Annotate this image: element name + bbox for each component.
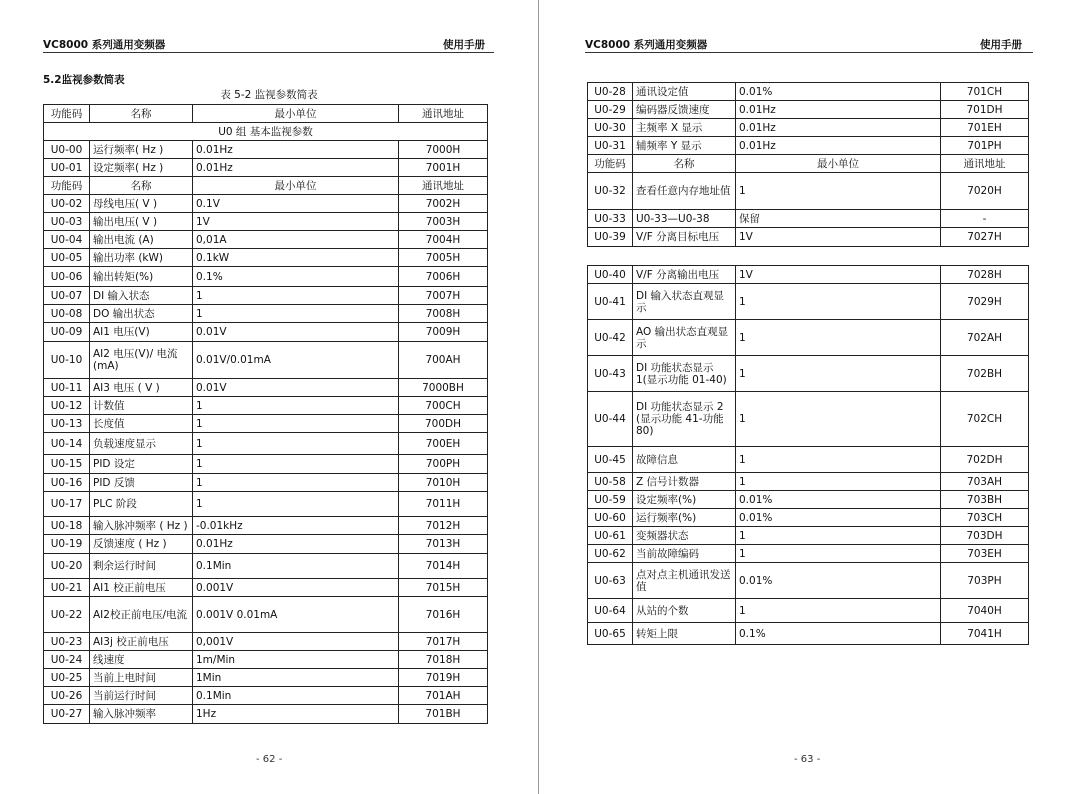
cell-addr: 703PH xyxy=(941,563,1029,599)
cell-name: 母线电压( V ) xyxy=(90,195,193,213)
cell-addr: 703BH xyxy=(941,491,1029,509)
cell-unit: 0.1Min xyxy=(193,687,399,705)
cell-addr: 7012H xyxy=(399,517,488,535)
cell-addr: 703AH xyxy=(941,473,1029,491)
cell-addr: 703CH xyxy=(941,509,1029,527)
cell-unit: 1 xyxy=(736,356,941,392)
cell-addr: 7002H xyxy=(399,195,488,213)
cell-addr: 7000BH xyxy=(399,379,488,397)
cell-code: U0-13 xyxy=(44,415,90,433)
cell-code: U0-02 xyxy=(44,195,90,213)
cell-code: U0-09 xyxy=(44,323,90,342)
header-right: 使用手册 xyxy=(980,39,1022,51)
table-row xyxy=(44,455,488,474)
header-addr: 通讯地址 xyxy=(941,155,1029,173)
cell-code: U0-42 xyxy=(588,320,633,356)
table-row xyxy=(44,342,488,379)
cell-name: DI 功能状态显示 1(显示功能 01-40) xyxy=(633,356,736,392)
cell-addr: 700DH xyxy=(399,415,488,433)
cell-addr: 7015H xyxy=(399,579,488,597)
cell-name: 反馈速度 ( Hz ) xyxy=(90,535,193,554)
cell-code: U0-00 xyxy=(44,141,90,159)
page-number: - 63 - xyxy=(794,754,821,765)
table-row xyxy=(44,517,488,535)
cell-code: U0-45 xyxy=(588,447,633,473)
cell-addr: 7040H xyxy=(941,599,1029,623)
cell-addr: 701EH xyxy=(941,119,1029,137)
cell-addr: 7005H xyxy=(399,249,488,267)
cell-code: U0-12 xyxy=(44,397,90,415)
cell-unit: 0.1% xyxy=(193,267,399,287)
cell-addr: 703EH xyxy=(941,545,1029,563)
cell-name: 负载速度显示 xyxy=(90,433,193,455)
cell-unit: 0,001V xyxy=(193,633,399,651)
table-row xyxy=(588,266,1029,284)
cell-code: U0-43 xyxy=(588,356,633,392)
cell-addr: 7020H xyxy=(941,173,1029,210)
cell-code: U0-18 xyxy=(44,517,90,535)
cell-unit: 1 xyxy=(193,397,399,415)
cell-name: 当前上电时间 xyxy=(90,669,193,687)
table-row xyxy=(588,101,1029,119)
cell-addr: 7013H xyxy=(399,535,488,554)
cell-addr: 701DH xyxy=(941,101,1029,119)
table-row xyxy=(44,213,488,231)
header-addr: 通讯地址 xyxy=(399,177,488,195)
cell-code: U0-01 xyxy=(44,159,90,177)
table-row xyxy=(44,305,488,323)
cell-code: U0-25 xyxy=(44,669,90,687)
cell-unit: 0.01Hz xyxy=(193,535,399,554)
table-row xyxy=(44,323,488,342)
cell-code: U0-58 xyxy=(588,473,633,491)
header-name: 名称 xyxy=(90,177,193,195)
cell-unit: 1 xyxy=(193,492,399,517)
cell-name: DI 输入状态直观显示 xyxy=(633,284,736,320)
table-row xyxy=(44,195,488,213)
table-row xyxy=(44,687,488,705)
cell-name: DI 输入状态 xyxy=(90,287,193,305)
cell-code: U0-20 xyxy=(44,554,90,579)
cell-code: U0-40 xyxy=(588,266,633,284)
cell-addr: 7000H xyxy=(399,141,488,159)
cell-addr: 7018H xyxy=(399,651,488,669)
header-rule xyxy=(585,52,1033,53)
cell-name: AI3 电压 ( V ) xyxy=(90,379,193,397)
cell-code: U0-26 xyxy=(44,687,90,705)
cell-code: U0-61 xyxy=(588,527,633,545)
cell-unit: 0.01% xyxy=(736,491,941,509)
cell-code: U0-10 xyxy=(44,342,90,379)
header-unit: 最小单位 xyxy=(193,177,399,195)
table-caption: 表 5-2 监视参数简表 xyxy=(220,89,318,101)
cell-name: 通讯设定值 xyxy=(633,83,736,101)
cell-addr: 700CH xyxy=(399,397,488,415)
header-right: 使用手册 xyxy=(443,39,485,51)
table-row xyxy=(44,141,488,159)
cell-addr: 7006H xyxy=(399,267,488,287)
cell-code: U0-23 xyxy=(44,633,90,651)
cell-code: U0-62 xyxy=(588,545,633,563)
cell-name: 线速度 xyxy=(90,651,193,669)
page-62 xyxy=(0,0,538,794)
table-header-row xyxy=(44,105,488,123)
cell-unit: 1 xyxy=(193,287,399,305)
page-63 xyxy=(540,0,1077,794)
cell-name: 转矩上限 xyxy=(633,623,736,645)
cell-unit: 1Hz xyxy=(193,705,399,724)
monitor-param-table-cont-2 xyxy=(587,265,1029,645)
cell-name: 从站的个数 xyxy=(633,599,736,623)
cell-name: 长度值 xyxy=(90,415,193,433)
cell-addr: 7003H xyxy=(399,213,488,231)
cell-code: U0-65 xyxy=(588,623,633,645)
cell-code: U0-16 xyxy=(44,474,90,492)
header-code: 功能码 xyxy=(588,155,633,173)
cell-unit: 保留 xyxy=(736,210,941,228)
table-row xyxy=(44,474,488,492)
cell-code: U0-32 xyxy=(588,173,633,210)
cell-code: U0-08 xyxy=(44,305,90,323)
cell-addr: 700PH xyxy=(399,455,488,474)
cell-name: DO 输出状态 xyxy=(90,305,193,323)
cell-unit: -0.01kHz xyxy=(193,517,399,535)
cell-addr: 7016H xyxy=(399,597,488,633)
cell-name: 变频器状态 xyxy=(633,527,736,545)
page-number: - 62 - xyxy=(256,754,283,765)
cell-addr: 7004H xyxy=(399,231,488,249)
cell-code: U0-60 xyxy=(588,509,633,527)
cell-unit: 1 xyxy=(736,473,941,491)
table-row xyxy=(44,287,488,305)
table-row xyxy=(588,491,1029,509)
cell-name: AI3j 校正前电压 xyxy=(90,633,193,651)
table-row xyxy=(588,137,1029,155)
table-row xyxy=(44,415,488,433)
cell-name: 查看任意内存地址值 xyxy=(633,173,736,210)
cell-code: U0-14 xyxy=(44,433,90,455)
cell-addr: 7029H xyxy=(941,284,1029,320)
table-row xyxy=(588,447,1029,473)
cell-code: U0-30 xyxy=(588,119,633,137)
header-name: 名称 xyxy=(633,155,736,173)
table-row xyxy=(588,392,1029,447)
cell-unit: 0.01% xyxy=(736,509,941,527)
cell-code: U0-04 xyxy=(44,231,90,249)
monitor-param-table xyxy=(43,104,488,724)
cell-code: U0-22 xyxy=(44,597,90,633)
cell-addr: 700EH xyxy=(399,433,488,455)
cell-name: 编码器反馈速度 xyxy=(633,101,736,119)
cell-name: 输入脉冲频率 ( Hz ) xyxy=(90,517,193,535)
cell-name: 点对点主机通讯发送值 xyxy=(633,563,736,599)
cell-unit: 1 xyxy=(193,305,399,323)
cell-unit: 0.01Hz xyxy=(193,141,399,159)
cell-unit: 0.01Hz xyxy=(736,119,941,137)
cell-code: U0-17 xyxy=(44,492,90,517)
cell-name: 输出电压( V ) xyxy=(90,213,193,231)
table-row xyxy=(44,433,488,455)
cell-unit: 1 xyxy=(193,415,399,433)
cell-name: Z 信号计数器 xyxy=(633,473,736,491)
header-code: 功能码 xyxy=(44,105,90,123)
cell-addr: 701BH xyxy=(399,705,488,724)
cell-addr: 7028H xyxy=(941,266,1029,284)
cell-unit: 1 xyxy=(736,527,941,545)
cell-code: U0-21 xyxy=(44,579,90,597)
cell-name: V/F 分离输出电压 xyxy=(633,266,736,284)
cell-unit: 0.001V xyxy=(193,579,399,597)
header-rule xyxy=(43,52,494,53)
table-row xyxy=(588,320,1029,356)
cell-unit: 1 xyxy=(736,447,941,473)
table-row xyxy=(44,705,488,724)
cell-name: AI1 电压(V) xyxy=(90,323,193,342)
cell-code: U0-39 xyxy=(588,228,633,247)
cell-unit: 0.01Hz xyxy=(193,159,399,177)
cell-name: AI2校正前电压/电流 xyxy=(90,597,193,633)
cell-unit: 0.01V xyxy=(193,379,399,397)
table-row xyxy=(44,249,488,267)
cell-unit: 1 xyxy=(193,433,399,455)
table-row xyxy=(44,159,488,177)
table-row xyxy=(588,545,1029,563)
table-row xyxy=(588,563,1029,599)
table-row xyxy=(588,623,1029,645)
cell-addr: 7001H xyxy=(399,159,488,177)
cell-code: U0-27 xyxy=(44,705,90,724)
table-row xyxy=(44,597,488,633)
cell-name: 当前故障编码 xyxy=(633,545,736,563)
cell-addr: 7008H xyxy=(399,305,488,323)
cell-unit: 1 xyxy=(736,392,941,447)
cell-unit: 0.01V/0.01mA xyxy=(193,342,399,379)
cell-name: 设定频率(%) xyxy=(633,491,736,509)
cell-code: U0-29 xyxy=(588,101,633,119)
cell-unit: 0.001V 0.01mA xyxy=(193,597,399,633)
table-row xyxy=(588,228,1029,247)
table-row xyxy=(44,379,488,397)
cell-unit: 0,01A xyxy=(193,231,399,249)
cell-addr: 701AH xyxy=(399,687,488,705)
cell-name: 运行频率(%) xyxy=(633,509,736,527)
cell-unit: 0.01% xyxy=(736,563,941,599)
cell-code: U0-06 xyxy=(44,267,90,287)
cell-unit: 0.01Hz xyxy=(736,101,941,119)
table-header-row xyxy=(588,155,1029,173)
table-row xyxy=(44,231,488,249)
cell-name: 设定频率( Hz ) xyxy=(90,159,193,177)
table-row xyxy=(588,527,1029,545)
table-row xyxy=(588,356,1029,392)
cell-addr: 7014H xyxy=(399,554,488,579)
header-title: VC8000 系列通用变频器 xyxy=(43,39,166,51)
cell-addr: 702CH xyxy=(941,392,1029,447)
cell-addr: 702AH xyxy=(941,320,1029,356)
cell-unit: 0.1% xyxy=(736,623,941,645)
cell-unit: 1 xyxy=(736,599,941,623)
table-row xyxy=(44,579,488,597)
header-unit: 最小单位 xyxy=(193,105,399,123)
cell-code: U0-63 xyxy=(588,563,633,599)
cell-name: 运行频率( Hz ) xyxy=(90,141,193,159)
table-row xyxy=(588,119,1029,137)
cell-code: U0-64 xyxy=(588,599,633,623)
table-row xyxy=(44,492,488,517)
cell-unit: 1Min xyxy=(193,669,399,687)
cell-unit: 0.01% xyxy=(736,83,941,101)
section-title: 5.2监视参数简表 xyxy=(43,74,125,86)
monitor-param-table-cont-1 xyxy=(587,82,1029,247)
table-header-row xyxy=(44,177,488,195)
page-divider xyxy=(538,0,539,794)
cell-name: 辅频率 Y 显示 xyxy=(633,137,736,155)
cell-unit: 1V xyxy=(193,213,399,231)
group-row xyxy=(44,123,488,141)
cell-unit: 0.01Hz xyxy=(736,137,941,155)
cell-unit: 1 xyxy=(736,320,941,356)
cell-code: U0-05 xyxy=(44,249,90,267)
cell-addr: - xyxy=(941,210,1029,228)
cell-code: U0-31 xyxy=(588,137,633,155)
table-row xyxy=(44,651,488,669)
cell-unit: 1 xyxy=(193,455,399,474)
table-row xyxy=(44,633,488,651)
cell-addr: 702BH xyxy=(941,356,1029,392)
cell-addr: 7009H xyxy=(399,323,488,342)
cell-unit: 1 xyxy=(736,545,941,563)
cell-unit: 1m/Min xyxy=(193,651,399,669)
cell-addr: 702DH xyxy=(941,447,1029,473)
header-name: 名称 xyxy=(90,105,193,123)
cell-code: U0-15 xyxy=(44,455,90,474)
cell-name: PID 设定 xyxy=(90,455,193,474)
group-title: U0 组 基本监视参数 xyxy=(44,123,488,141)
cell-unit: 1V xyxy=(736,266,941,284)
cell-unit: 1 xyxy=(736,284,941,320)
cell-addr: 7027H xyxy=(941,228,1029,247)
cell-addr: 700AH xyxy=(399,342,488,379)
cell-unit: 0.1kW xyxy=(193,249,399,267)
table-row xyxy=(44,397,488,415)
cell-unit: 0.01V xyxy=(193,323,399,342)
cell-name: 输出电流 (A) xyxy=(90,231,193,249)
cell-unit: 1 xyxy=(736,173,941,210)
header-title: VC8000 系列通用变频器 xyxy=(585,39,708,51)
cell-name: PLC 阶段 xyxy=(90,492,193,517)
cell-unit: 1 xyxy=(193,474,399,492)
header-unit: 最小单位 xyxy=(736,155,941,173)
table-row xyxy=(588,284,1029,320)
table-row xyxy=(588,473,1029,491)
cell-name: AO 输出状态直观显示 xyxy=(633,320,736,356)
cell-code: U0-59 xyxy=(588,491,633,509)
header-addr: 通讯地址 xyxy=(399,105,488,123)
table-row xyxy=(588,509,1029,527)
table-row xyxy=(44,535,488,554)
cell-code: U0-19 xyxy=(44,535,90,554)
cell-name: 输入脉冲频率 xyxy=(90,705,193,724)
cell-name: 当前运行时间 xyxy=(90,687,193,705)
cell-addr: 7019H xyxy=(399,669,488,687)
cell-code: U0-24 xyxy=(44,651,90,669)
cell-code: U0-41 xyxy=(588,284,633,320)
table-row xyxy=(588,83,1029,101)
table-row xyxy=(44,267,488,287)
cell-name: 剩余运行时间 xyxy=(90,554,193,579)
cell-addr: 7011H xyxy=(399,492,488,517)
cell-code: U0-03 xyxy=(44,213,90,231)
table-row xyxy=(588,599,1029,623)
cell-addr: 7041H xyxy=(941,623,1029,645)
cell-addr: 7010H xyxy=(399,474,488,492)
cell-name: PID 反馈 xyxy=(90,474,193,492)
cell-name: V/F 分离目标电压 xyxy=(633,228,736,247)
cell-code: U0-07 xyxy=(44,287,90,305)
cell-addr: 701PH xyxy=(941,137,1029,155)
cell-name: 输出功率 (kW) xyxy=(90,249,193,267)
table-row xyxy=(588,173,1029,210)
table-row xyxy=(44,554,488,579)
cell-addr: 703DH xyxy=(941,527,1029,545)
cell-name: U0-33—U0-38 xyxy=(633,210,736,228)
cell-unit: 1V xyxy=(736,228,941,247)
cell-unit: 0.1V xyxy=(193,195,399,213)
cell-code: U0-44 xyxy=(588,392,633,447)
cell-code: U0-11 xyxy=(44,379,90,397)
cell-name: 故障信息 xyxy=(633,447,736,473)
cell-name: 主频率 X 显示 xyxy=(633,119,736,137)
cell-name: 输出转矩(%) xyxy=(90,267,193,287)
table-row xyxy=(588,210,1029,228)
cell-addr: 7007H xyxy=(399,287,488,305)
cell-unit: 0.1Min xyxy=(193,554,399,579)
cell-addr: 701CH xyxy=(941,83,1029,101)
cell-code: U0-28 xyxy=(588,83,633,101)
header-code: 功能码 xyxy=(44,177,90,195)
cell-addr: 7017H xyxy=(399,633,488,651)
cell-name: AI2 电压(V)/ 电流 (mA) xyxy=(90,342,193,379)
cell-code: U0-33 xyxy=(588,210,633,228)
cell-name: AI1 校正前电压 xyxy=(90,579,193,597)
cell-name: DI 功能状态显示 2 (显示功能 41-功能 80) xyxy=(633,392,736,447)
cell-name: 计数值 xyxy=(90,397,193,415)
table-row xyxy=(44,669,488,687)
